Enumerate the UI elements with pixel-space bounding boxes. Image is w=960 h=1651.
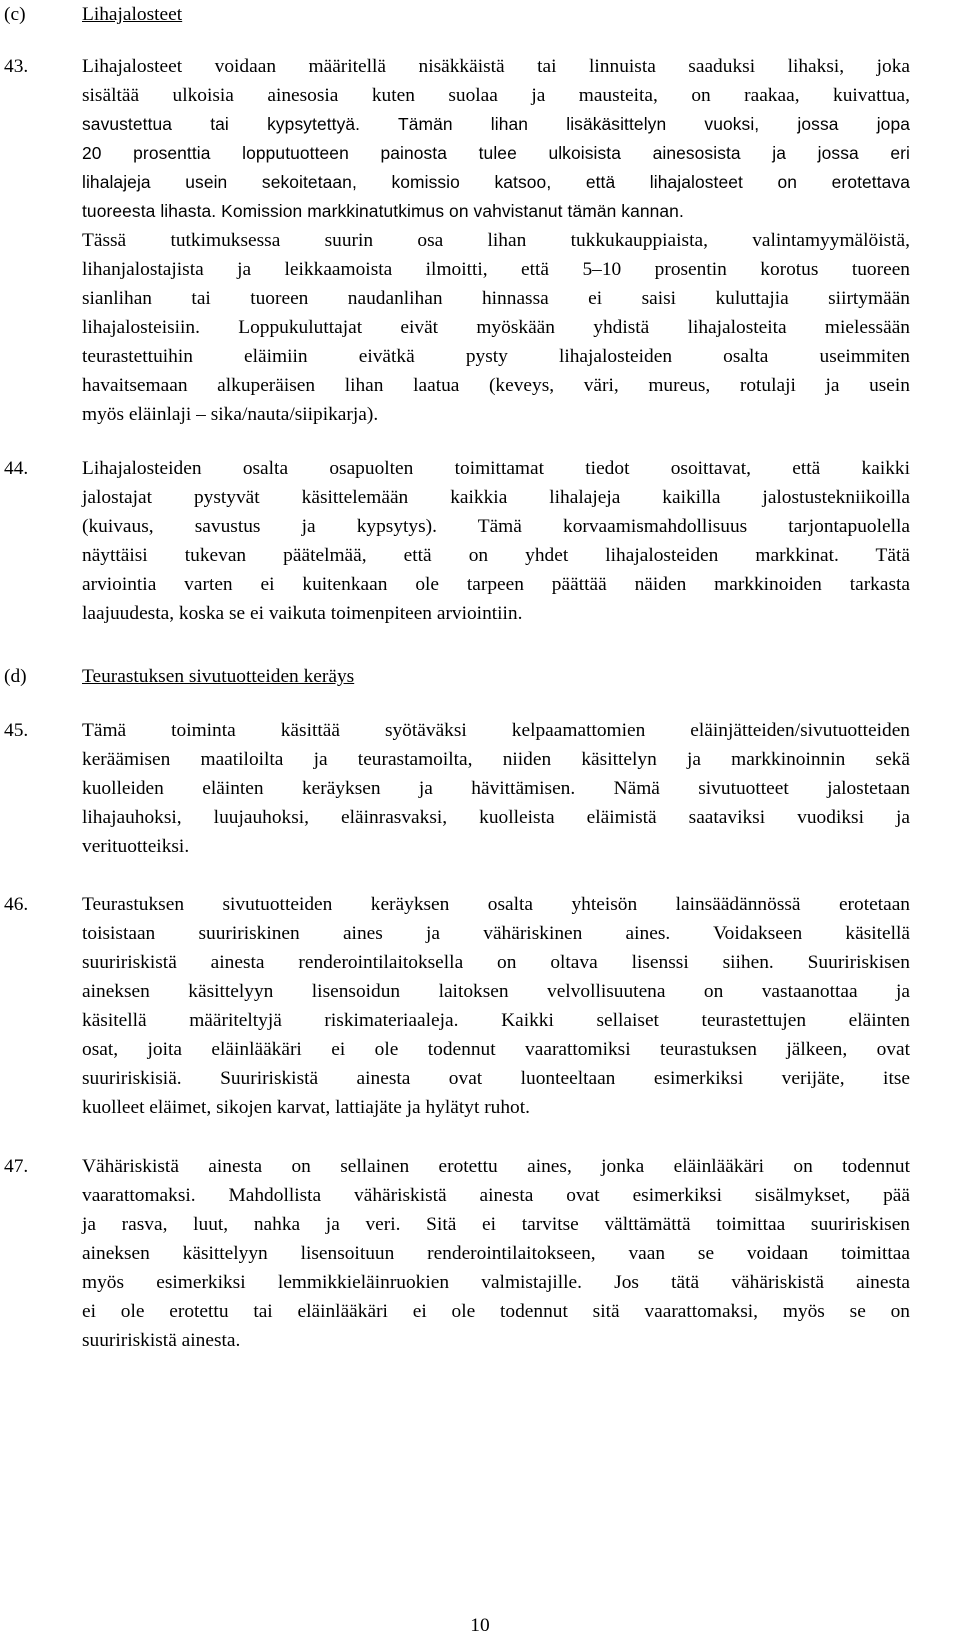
paragraph-line: lihajauhoksi, luujauhoksi, eläinrasvaksi, kuolleista eläimistä saataviksi vuodiksi ja [82, 807, 910, 828]
paragraph-line: keräämisen maatiloilta ja teurastamoilta, niiden käsittelyn ja markkinoinnin sekä [82, 749, 910, 770]
section-title: Teurastuksen sivutuotteiden keräys [82, 666, 355, 687]
paragraph-line: arviointia varten ei kuitenkaan ole tarpeen päättää näiden markkinoiden tarkasta [82, 574, 910, 595]
paragraph-number: 45. [4, 720, 29, 741]
paragraph-line: havaitsemaan alkuperäisen lihan laatua (keveys, väri, mureus, rotulaji ja usein [82, 375, 910, 396]
paragraph-number: 47. [4, 1156, 29, 1177]
paragraph-line: savustettua tai kypsytettyä. Tämän lihan lisäkäsittelyn vuoksi, jossa jopa [82, 114, 910, 134]
paragraph-body [82, 716, 910, 861]
paragraph-line: verituotteiksi. [82, 836, 190, 857]
paragraph-line: tuoreesta lihasta. Komission markkinatutkimus on vahvistanut tämän kannan. [82, 201, 684, 221]
paragraph-number: 44. [4, 458, 29, 479]
paragraph-body [82, 890, 910, 1122]
paragraph-line: 20 prosenttia lopputuotteen painosta tulee ulkoisista ainesosista ja jossa eri [82, 143, 910, 163]
paragraph-line: suuririskistä ainesta. [82, 1330, 241, 1351]
paragraph-number: 43. [4, 56, 29, 77]
paragraph-line: lihajalosteisiin. Loppukuluttajat eivät myöskään yhdistä lihajalosteita mielessään [82, 317, 910, 338]
paragraph-number: 46. [4, 894, 29, 915]
paragraph-line: lihanjalostajista ja leikkaamoista ilmoitti, että 5–10 prosentin korotus tuoreen [82, 259, 910, 280]
paragraph-line: Lihajalosteiden osalta osapuolten toimittamat tiedot osoittavat, että kaikki [82, 458, 910, 479]
section-marker: (c) [4, 4, 26, 25]
paragraph-line: osat, joita eläinlääkäri ei ole todennut vaarattomiksi teurastuksen jälkeen, ovat [82, 1039, 910, 1060]
paragraph-line: sianlihan tai tuoreen naudanlihan hinnassa ei saisi kuluttajia siirtymään [82, 288, 910, 309]
page-number: 10 [470, 1615, 490, 1636]
paragraph-body [82, 454, 910, 628]
paragraph-line: Teurastuksen sivutuotteiden keräyksen osalta yhteisön lainsäädännössä erotetaan [82, 894, 910, 915]
paragraph-line: käsitellä määriteltyjä riskimateriaaleja. Kaikki sellaiset teurastettujen eläinten [82, 1010, 910, 1031]
paragraph-line: jalostajat pystyvät käsittelemään kaikkia lihalajeja kaikilla jalostustekniikoilla [82, 487, 910, 508]
paragraph-line: Lihajalosteet voidaan määritellä nisäkkäistä tai linnuista saaduksi lihaksi, joka [82, 56, 910, 77]
paragraph-line: suuririskistä ainesta renderointilaitoksella on oltava lisenssi siihen. Suuririskisen [82, 952, 910, 973]
paragraph-line: lihalajeja usein sekoitetaan, komissio katsoo, että lihajalosteet on erotettava [82, 172, 910, 192]
paragraph-line: ei ole erotettu tai eläinlääkäri ei ole todennut sitä vaarattomaksi, myös se on [82, 1301, 910, 1322]
paragraph-line: aineksen käsittelyyn lisensoidun laitoksen velvollisuutena on vastaanottaa ja [82, 981, 910, 1002]
paragraph-line: laajuudesta, koska se ei vaikuta toimenpiteen arviointiin. [82, 603, 523, 624]
paragraph-line: näyttäisi tukevan päätelmää, että on yhdet lihajalosteiden markkinat. Tätä [82, 545, 910, 566]
paragraph-line: (kuivaus, savustus ja kypsytys). Tämä korvaamismahdollisuus tarjontapuolella [82, 516, 910, 537]
paragraph-line: myös esimerkiksi lemmikkieläinruokien valmistajille. Jos tätä vähäriskistä ainesta [82, 1272, 910, 1293]
paragraph-line: suuririskisiä. Suuririskistä ainesta ovat luonteeltaan esimerkiksi verijäte, itse [82, 1068, 910, 1089]
paragraph-line: teurastettuihin eläimiin eivätkä pysty lihajalosteiden osalta useimmiten [82, 346, 910, 367]
paragraph-line: vaarattomaksi. Mahdollista vähäriskistä ainesta ovat esimerkiksi sisälmykset, pää [82, 1185, 910, 1206]
paragraph-line: sisältää ulkoisia ainesosia kuten suolaa ja mausteita, on raakaa, kuivattua, [82, 85, 910, 106]
paragraph-line: Tässä tutkimuksessa suurin osa lihan tukkukauppiaista, valintamyymälöistä, [82, 230, 910, 251]
paragraph-line: ja rasva, luut, nahka ja veri. Sitä ei tarvitse välttämättä toimittaa suuririskisen [82, 1214, 910, 1235]
paragraph-body [82, 52, 910, 429]
paragraph-line: Vähäriskistä ainesta on sellainen erotettu aines, jonka eläinlääkäri on todennut [82, 1156, 910, 1177]
paragraph-line: Tämä toiminta käsittää syötäväksi kelpaamattomien eläinjätteiden/sivutuotteiden [82, 720, 910, 741]
paragraph-line: toisistaan suuririskinen aines ja vähäriskinen aines. Voidakseen käsitellä [82, 923, 910, 944]
paragraph-line: myös eläinlaji – sika/nauta/siipikarja). [82, 404, 379, 425]
paragraph-line: kuolleet eläimet, sikojen karvat, lattiajäte ja hylätyt ruhot. [82, 1097, 530, 1118]
paragraph-body [82, 1152, 910, 1355]
paragraph-line: kuolleiden eläinten keräyksen ja hävittämisen. Nämä sivutuotteet jalostetaan [82, 778, 910, 799]
section-title: Lihajalosteet [82, 4, 183, 25]
section-marker: (d) [4, 666, 27, 687]
paragraph-line: aineksen käsittelyyn lisensoituun renderointilaitokseen, vaan se voidaan toimittaa [82, 1243, 910, 1264]
